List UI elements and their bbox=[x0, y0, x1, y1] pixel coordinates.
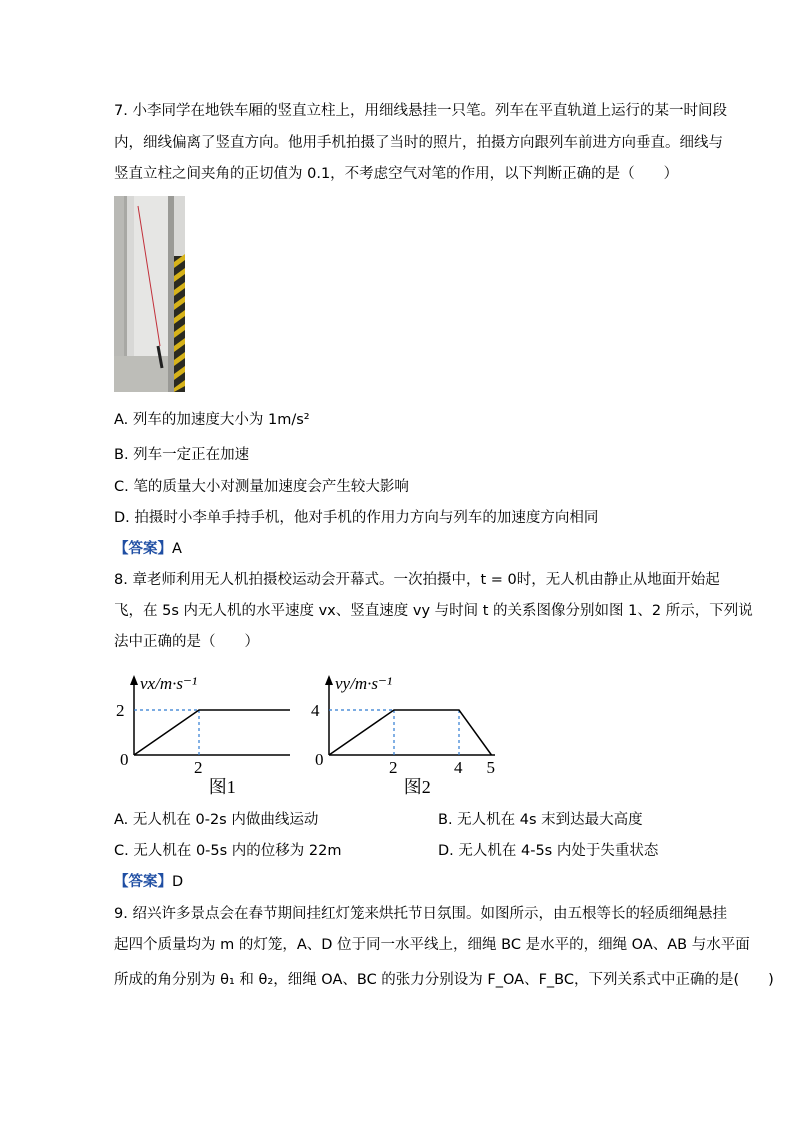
y-axis-arrow bbox=[325, 675, 333, 685]
q7-answer bbox=[114, 539, 182, 559]
x-tick-label: 2 bbox=[194, 758, 203, 777]
y-tick-label: 4 bbox=[311, 701, 320, 720]
q8-option-c: C. 无人机在 0-5s 内的位移为 22m bbox=[114, 843, 342, 859]
q9-stem-line-1: 9. 绍兴许多景点会在春节期间挂红灯笼来烘托节日氛围。如图所示，由五根等长的轻质细绳悬挂 bbox=[114, 906, 727, 922]
figure-caption: 图2 bbox=[403, 777, 431, 795]
q9-stem-line-3: 所成的角分别为 θ₁ 和 θ₂，细绳 OA、BC 的张力分别设为 F_OA、F_BC，下列关系式中正确的是( ) bbox=[114, 972, 774, 988]
x-tick-label: 5 bbox=[486, 758, 495, 777]
q8-answer-label: 【答案】 bbox=[114, 874, 172, 890]
q7-answer-label: 【答案】 bbox=[114, 541, 172, 557]
q7-option-a: A. 列车的加速度大小为 1m/s² bbox=[114, 412, 310, 428]
q7-stem-line-3: 竖直立柱之间夹角的正切值为 0.1，不考虑空气对笔的作用，以下判断正确的是（ ） bbox=[114, 166, 679, 182]
origin-label: 0 bbox=[120, 750, 129, 769]
q7-stem-line-2: 内，细线偏离了竖直方向。他用手机拍摄了当时的照片，拍摄方向跟列车前进方向垂直。细线与 bbox=[114, 135, 723, 151]
q8-option-a: A. 无人机在 0-2s 内做曲线运动 bbox=[114, 812, 319, 828]
q7-option-c: C. 笔的质量大小对测量加速度会产生较大影响 bbox=[114, 479, 409, 495]
series-line bbox=[329, 710, 492, 755]
y-axis-arrow bbox=[130, 675, 138, 685]
vy-t-graph bbox=[305, 665, 495, 795]
series-line bbox=[134, 710, 290, 755]
q8-answer bbox=[114, 872, 183, 892]
q7-answer-value: A bbox=[172, 541, 182, 557]
q8-option-d: D. 无人机在 4-5s 内处于失重状态 bbox=[438, 843, 659, 859]
q7-option-d: D. 拍摄时小李单手持手机，他对手机的作用力方向与列车的加速度方向相同 bbox=[114, 510, 599, 526]
q8-stem-line-1: 8. 章老师利用无人机拍摄校运动会开幕式。一次拍摄中，t = 0时，无人机由静止从地面开始起 bbox=[114, 572, 720, 588]
q7-option-b: B. 列车一定正在加速 bbox=[114, 447, 250, 463]
figure-caption: 图1 bbox=[208, 777, 236, 795]
q7-stem-line-1: 7. 小李同学在地铁车厢的竖直立柱上，用细线悬挂一只笔。列车在平直轨道上运行的某一时间段 bbox=[114, 103, 727, 119]
subway-pole-photo bbox=[114, 196, 185, 392]
y-axis-label: vx/m·s⁻¹ bbox=[140, 674, 198, 693]
x-tick-label: 4 bbox=[454, 758, 463, 777]
y-tick-label: 2 bbox=[116, 701, 125, 720]
origin-label: 0 bbox=[315, 750, 324, 769]
q8-option-b: B. 无人机在 4s 末到达最大高度 bbox=[438, 812, 643, 828]
q8-answer-value: D bbox=[172, 874, 184, 890]
y-axis-label: vy/m·s⁻¹ bbox=[335, 674, 393, 693]
q9-stem-line-2: 起四个质量均为 m 的灯笼，A、D 位于同一水平线上，细绳 BC 是水平的，细绳 OA、AB 与水平面 bbox=[114, 937, 750, 953]
vx-t-graph bbox=[110, 665, 290, 795]
x-tick-label: 2 bbox=[389, 758, 398, 777]
q8-stem-line-3: 法中正确的是（ ） bbox=[114, 634, 259, 650]
q8-stem-line-2: 飞，在 5s 内无人机的水平速度 vx、竖直速度 vy 与时间 t 的关系图像分别如图 1、2 所示，下列说 bbox=[114, 603, 753, 619]
